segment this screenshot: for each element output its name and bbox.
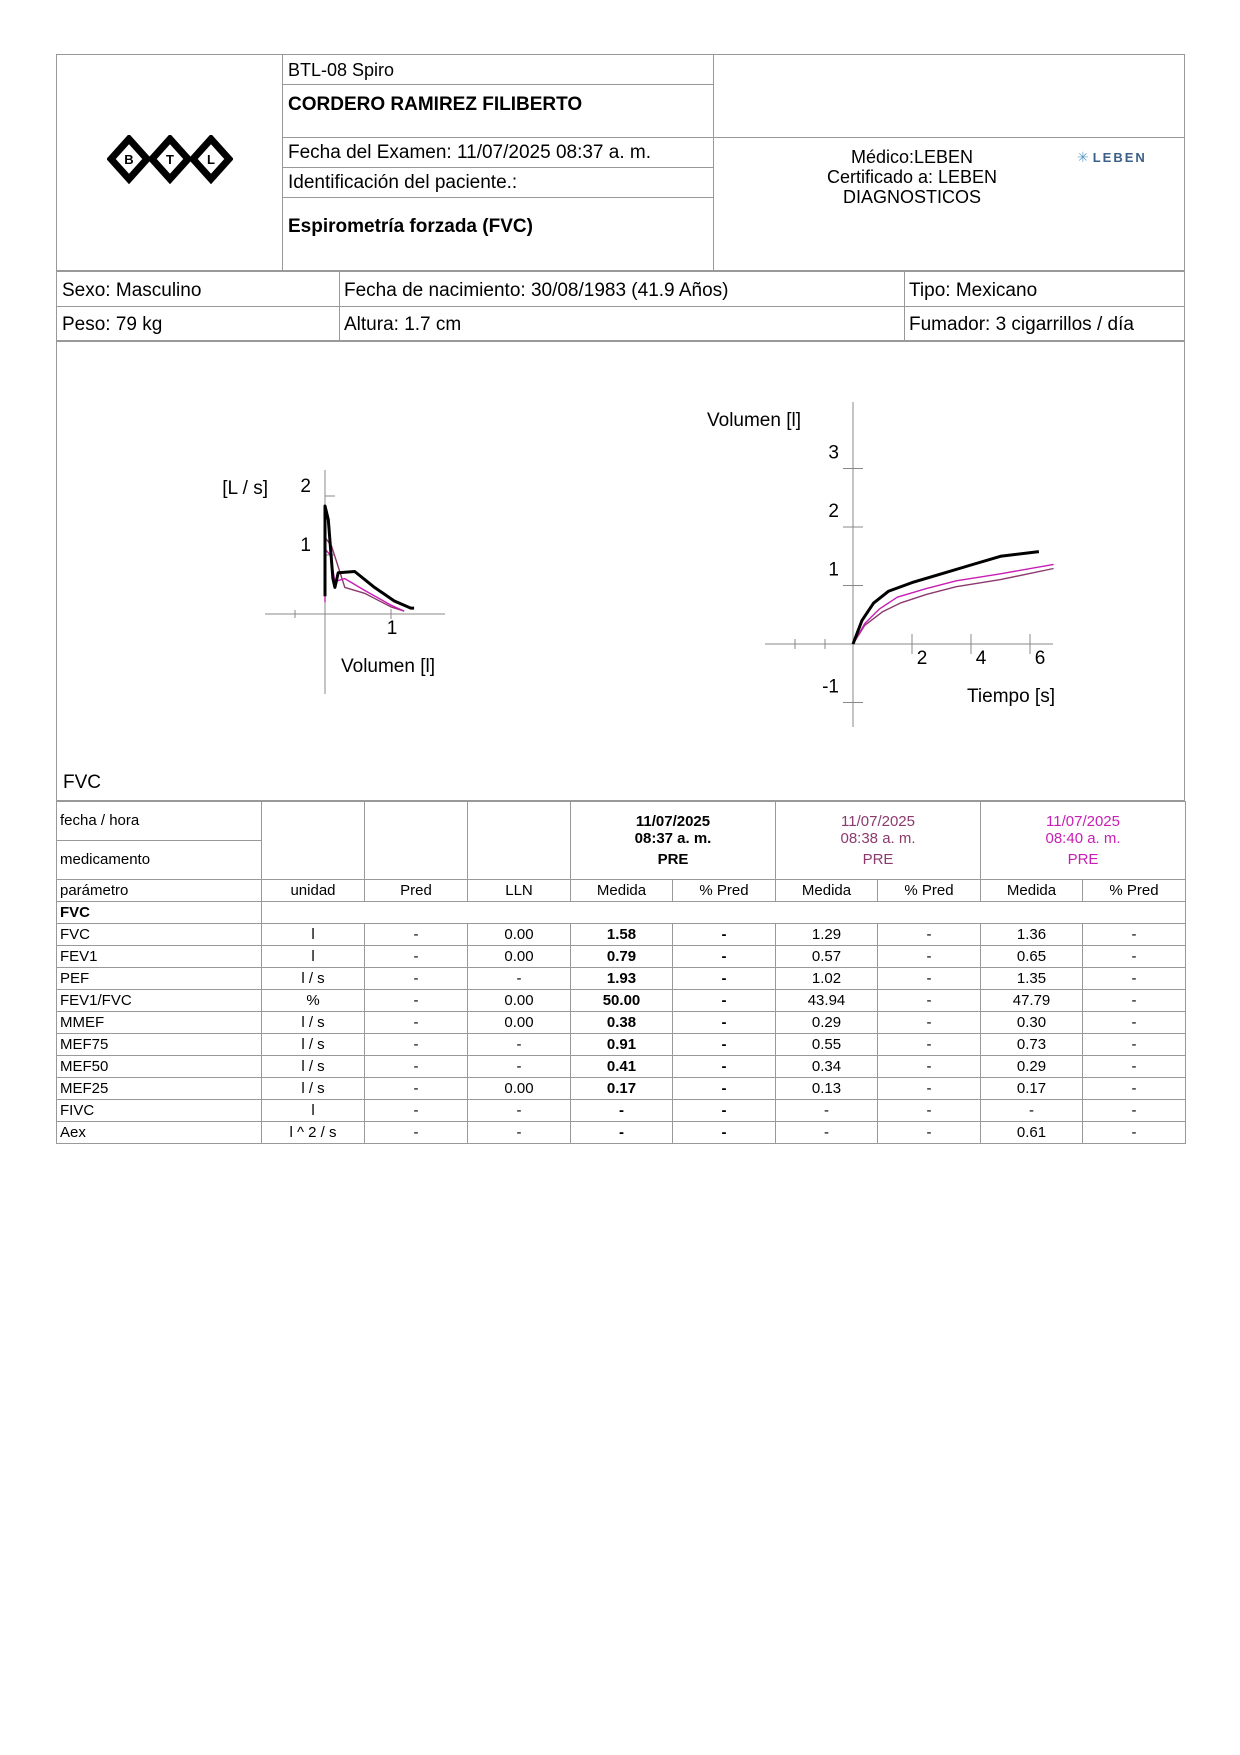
test-time: 08:40 a. m. xyxy=(1045,830,1121,847)
value-cell: 0.73 xyxy=(981,1034,1083,1056)
value-cell: 0.00 xyxy=(468,924,571,946)
svg-text:L: L xyxy=(207,152,215,167)
parameter-name: FIVC xyxy=(57,1100,262,1122)
x-tick-label: 2 xyxy=(916,648,928,669)
leben-logo-text: LEBEN xyxy=(1092,149,1147,165)
table-row xyxy=(57,1122,1186,1144)
column-header: Medida xyxy=(571,880,673,902)
parameter-name: MEF75 xyxy=(57,1034,262,1056)
value-cell: - xyxy=(878,1100,981,1122)
value-cell: 0.57 xyxy=(776,946,878,968)
value-cell: - xyxy=(365,990,468,1012)
leben-logo-icon: ✳ xyxy=(1077,148,1089,165)
value-cell: l / s xyxy=(262,1078,365,1100)
table-row xyxy=(57,924,1186,946)
weight: Peso: 79 kg xyxy=(62,314,163,335)
table-row xyxy=(57,1100,1186,1122)
value-cell: 0.29 xyxy=(776,1012,878,1034)
value-cell: - xyxy=(673,946,776,968)
column-header: % Pred xyxy=(673,880,776,902)
value-cell: - xyxy=(365,1012,468,1034)
value-cell: 1.36 xyxy=(981,924,1083,946)
test-date: 11/07/2025 xyxy=(635,813,711,830)
value-cell: 0.00 xyxy=(468,1012,571,1034)
btl-logo-icon xyxy=(107,135,233,193)
column-header: parámetro xyxy=(57,880,262,902)
value-cell: - xyxy=(878,1012,981,1034)
value-cell: - xyxy=(1083,990,1186,1012)
value-cell: l / s xyxy=(262,1012,365,1034)
table-row xyxy=(57,1012,1186,1034)
value-cell: 1.02 xyxy=(776,968,878,990)
value-cell: - xyxy=(1083,946,1186,968)
y-tick-label: -1 xyxy=(822,676,839,698)
parameter-name: MEF50 xyxy=(57,1056,262,1078)
parameter-name: MEF25 xyxy=(57,1078,262,1100)
parameter-name: FVC xyxy=(57,924,262,946)
value-cell: 0.34 xyxy=(776,1056,878,1078)
value-cell: - xyxy=(673,1078,776,1100)
empty-header-cell xyxy=(468,802,571,880)
value-cell: - xyxy=(1083,1078,1186,1100)
test-medication: PRE xyxy=(862,851,894,868)
value-cell: - xyxy=(1083,1056,1186,1078)
value-cell: - xyxy=(776,1100,878,1122)
value-cell: - xyxy=(673,990,776,1012)
value-cell: 0.55 xyxy=(776,1034,878,1056)
value-cell: l xyxy=(262,1100,365,1122)
height: Altura: 1.7 cm xyxy=(344,314,462,335)
value-cell: - xyxy=(878,1078,981,1100)
value-cell: 0.00 xyxy=(468,990,571,1012)
group-row xyxy=(57,902,1186,924)
exam-type: Espirometría forzada (FVC) xyxy=(288,216,533,237)
series-line xyxy=(853,564,1054,644)
value-cell: 1.35 xyxy=(981,968,1083,990)
y-tick-label: 1 xyxy=(300,535,311,556)
section-label: FVC xyxy=(63,772,101,793)
x-axis-label: Tiempo [s] xyxy=(967,686,1055,707)
value-cell: - xyxy=(468,1122,571,1144)
value-cell: - xyxy=(365,1100,468,1122)
report-header xyxy=(56,54,1185,271)
value-cell: 0.61 xyxy=(981,1122,1083,1144)
test-medication: PRE xyxy=(1067,851,1099,868)
value-cell: - xyxy=(673,1056,776,1078)
chart-area xyxy=(56,341,1185,801)
value-cell: 0.17 xyxy=(571,1078,673,1100)
certified-line1: Certificado a: LEBEN xyxy=(826,167,998,187)
value-cell: - xyxy=(878,924,981,946)
series-line xyxy=(853,552,1039,644)
table-row xyxy=(57,1056,1186,1078)
value-cell: 0.29 xyxy=(981,1056,1083,1078)
table-row xyxy=(57,968,1186,990)
y-tick-label: 1 xyxy=(828,559,839,581)
value-cell: - xyxy=(673,924,776,946)
y-tick-label: 3 xyxy=(828,442,839,464)
value-cell: 43.94 xyxy=(776,990,878,1012)
value-cell: l ^ 2 / s xyxy=(262,1122,365,1144)
doctor-name: Médico:LEBEN xyxy=(850,147,974,167)
value-cell: 1.29 xyxy=(776,924,878,946)
value-cell: - xyxy=(981,1100,1083,1122)
certified-line2: DIAGNOSTICOS xyxy=(842,187,981,207)
value-cell: - xyxy=(673,1100,776,1122)
value-cell: - xyxy=(878,1122,981,1144)
value-cell: - xyxy=(571,1100,673,1122)
value-cell: - xyxy=(673,1122,776,1144)
value-cell: - xyxy=(365,1078,468,1100)
y-axis-label: [L / s] xyxy=(222,478,268,499)
empty-header-cell xyxy=(262,802,365,880)
y-axis-label: Volumen [l] xyxy=(707,410,801,431)
value-cell: - xyxy=(1083,968,1186,990)
y-tick-label: 2 xyxy=(828,501,839,522)
row-label-fecha: fecha / hora xyxy=(57,802,262,841)
value-cell: - xyxy=(365,924,468,946)
parameter-name: PEF xyxy=(57,968,262,990)
column-header: % Pred xyxy=(878,880,981,902)
value-cell: - xyxy=(1083,1012,1186,1034)
table-row xyxy=(57,990,1186,1012)
x-tick-label: 4 xyxy=(975,648,987,669)
value-cell: 0.65 xyxy=(981,946,1083,968)
group-label: FVC xyxy=(57,902,262,924)
parameter-name: FEV1/FVC xyxy=(57,990,262,1012)
sex: Sexo: Masculino xyxy=(62,280,202,301)
value-cell: - xyxy=(878,990,981,1012)
value-cell: 0.00 xyxy=(468,1078,571,1100)
value-cell: - xyxy=(776,1122,878,1144)
value-cell: % xyxy=(262,990,365,1012)
value-cell: l / s xyxy=(262,1034,365,1056)
charts-svg xyxy=(57,342,1184,800)
column-header-row xyxy=(57,880,1186,902)
birth-date: Fecha de nacimiento: 30/08/1983 (41.9 Años) xyxy=(344,280,729,301)
value-cell: - xyxy=(365,1122,468,1144)
value-cell: 0.38 xyxy=(571,1012,673,1034)
device-name: BTL-08 Spiro xyxy=(288,60,395,80)
value-cell: - xyxy=(878,1034,981,1056)
value-cell: - xyxy=(571,1122,673,1144)
value-cell: 0.00 xyxy=(468,946,571,968)
value-cell: - xyxy=(878,946,981,968)
test-date: 11/07/2025 xyxy=(1046,813,1120,830)
x-tick-label: 1 xyxy=(386,618,398,639)
column-header: Medida xyxy=(981,880,1083,902)
column-header: LLN xyxy=(468,880,571,902)
value-cell: - xyxy=(1083,924,1186,946)
test-time: 08:37 a. m. xyxy=(634,830,712,847)
test-time: 08:38 a. m. xyxy=(840,830,916,847)
parameter-name: Aex xyxy=(57,1122,262,1144)
value-cell: - xyxy=(468,1034,571,1056)
value-cell: l / s xyxy=(262,968,365,990)
value-cell: - xyxy=(1083,1034,1186,1056)
column-header: % Pred xyxy=(1083,880,1186,902)
svg-text:B: B xyxy=(124,152,134,167)
patient-id: Identificación del paciente.: xyxy=(288,172,518,193)
value-cell: 0.30 xyxy=(981,1012,1083,1034)
value-cell: - xyxy=(878,968,981,990)
value-cell: - xyxy=(1083,1100,1186,1122)
ethnicity: Tipo: Mexicano xyxy=(909,280,1038,301)
value-cell: 1.58 xyxy=(571,924,673,946)
value-cell: - xyxy=(468,1100,571,1122)
table-row xyxy=(57,1078,1186,1100)
value-cell: 50.00 xyxy=(571,990,673,1012)
svg-text:T: T xyxy=(166,152,174,167)
x-axis-label: Volumen [l] xyxy=(341,656,435,677)
test-header-1 xyxy=(571,802,776,880)
value-cell: l xyxy=(262,924,365,946)
value-cell: 0.41 xyxy=(571,1056,673,1078)
value-cell: 1.93 xyxy=(571,968,673,990)
x-tick-label: 6 xyxy=(1034,648,1046,669)
group-spacer xyxy=(262,902,1186,924)
value-cell: - xyxy=(468,1056,571,1078)
doctor-info xyxy=(757,147,1067,207)
test-date: 11/07/2025 xyxy=(841,813,915,830)
column-header: Pred xyxy=(365,880,468,902)
value-cell: 47.79 xyxy=(981,990,1083,1012)
value-cell: 0.17 xyxy=(981,1078,1083,1100)
value-cell: - xyxy=(878,1056,981,1078)
value-cell: l / s xyxy=(262,1056,365,1078)
y-tick-label: 2 xyxy=(300,476,311,497)
exam-date: Fecha del Examen: 11/07/2025 08:37 a. m. xyxy=(288,142,651,163)
table-header-row xyxy=(57,802,1186,841)
demographics xyxy=(56,271,1185,341)
column-header: unidad xyxy=(262,880,365,902)
value-cell: - xyxy=(365,968,468,990)
value-cell: 0.79 xyxy=(571,946,673,968)
empty-header-cell xyxy=(365,802,468,880)
value-cell: - xyxy=(673,1012,776,1034)
smoker: Fumador: 3 cigarrillos / día xyxy=(909,314,1134,335)
table-row xyxy=(57,1034,1186,1056)
value-cell: 0.91 xyxy=(571,1034,673,1056)
value-cell: - xyxy=(365,946,468,968)
table-row xyxy=(57,946,1186,968)
value-cell: l xyxy=(262,946,365,968)
value-cell: - xyxy=(468,968,571,990)
value-cell: - xyxy=(673,1034,776,1056)
value-cell: - xyxy=(365,1034,468,1056)
test-header-3 xyxy=(981,802,1186,880)
parameter-name: MMEF xyxy=(57,1012,262,1034)
value-cell: - xyxy=(673,968,776,990)
row-label-medicamento: medicamento xyxy=(57,841,262,880)
value-cell: 0.13 xyxy=(776,1078,878,1100)
test-medication: PRE xyxy=(657,851,689,868)
column-header: Medida xyxy=(776,880,878,902)
parameter-name: FEV1 xyxy=(57,946,262,968)
value-cell: - xyxy=(1083,1122,1186,1144)
value-cell: - xyxy=(365,1056,468,1078)
patient-name: CORDERO RAMIREZ FILIBERTO xyxy=(288,94,583,115)
leben-logo xyxy=(1077,145,1177,169)
results-table xyxy=(56,801,1186,1144)
test-header-2 xyxy=(776,802,981,880)
